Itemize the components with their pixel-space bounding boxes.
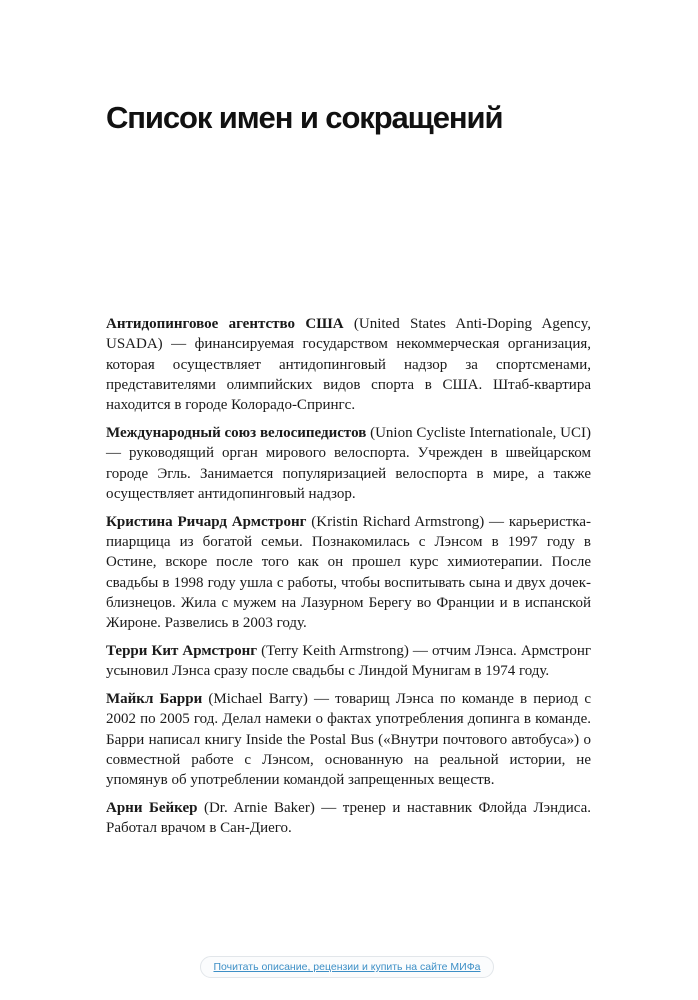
glossary-entry [106, 512, 591, 634]
glossary-entry [106, 798, 591, 839]
glossary-definition: (Union Cycliste Internationale, UCI) — руководящий орган мирового велоспорта. Учрежден в швейцарском городе Эгль. Занимается популяризацией велоспорта в мире, а также осуществляет антидопинговый надзор. [106, 424, 591, 502]
page-title: Список имен и сокращений [106, 100, 503, 135]
glossary-entry [106, 689, 591, 790]
glossary-entry [106, 314, 591, 415]
buy-on-mif-link[interactable]: Почитать описание, рецензии и купить на сайте МИФа [200, 956, 494, 978]
glossary-definition: (Kristin Richard Armstrong) — карьеристка-пиарщица из богатой семьи. Познакомилась с Лэнсом в 1997 году в Остине, вскоре после того как он прошел курс химиотерапии. После свадьбы в 1998 году ушла с работы, чтобы воспитывать сына и двух дочек-близнецов. Жила с мужем на Лазурном Берегу во Франции и в испанской Жироне. Развелись в 2003 году. [106, 513, 591, 632]
glossary-entry [106, 423, 591, 504]
glossary-list [106, 314, 591, 846]
glossary-term: Майкл Барри [106, 691, 203, 708]
glossary-definition: (Dr. Arnie Baker) — тренер и наставник Флойда Лэндиса. Работал врачом в Сан-Диего. [106, 800, 592, 837]
glossary-term: Кристина Ричард Армстронг [106, 513, 307, 530]
glossary-definition: (Terry Keith Armstrong) — отчим Лэнса. Армстронг усыновил Лэнса сразу после свадьбы с Линдой Мунигам в 1974 году. [106, 642, 591, 680]
glossary-term: Терри Кит Армстронг [106, 642, 258, 659]
glossary-term: Международный союз велосипедистов [106, 424, 367, 441]
glossary-definition: (Michael Barry) — товарищ Лэнса по команде в период с 2002 по 2005 год. Делал намеки о фактах употребления допинга в команде. Барри написал книгу Inside the Postal Bus («Внутри почтового автобуса») о совместной работе с Лэнсом, основанную на реальной истории, не упомянув об употреблении командой запрещенных веществ. [106, 691, 592, 789]
glossary-term: Арни Бейкер [106, 800, 198, 817]
glossary-entry [106, 641, 591, 682]
glossary-term: Антидопинговое агентство США [106, 316, 344, 332]
glossary-definition: (United States Anti-Doping Agency, USADA) — финансируемая государством некоммерческая организация, которая осуществляет антидопинговый надзор за спортсменами, представителями олимпийских видов спорта в США. Штаб-квартира находится в городе Колорадо-Спрингс. [106, 316, 591, 414]
